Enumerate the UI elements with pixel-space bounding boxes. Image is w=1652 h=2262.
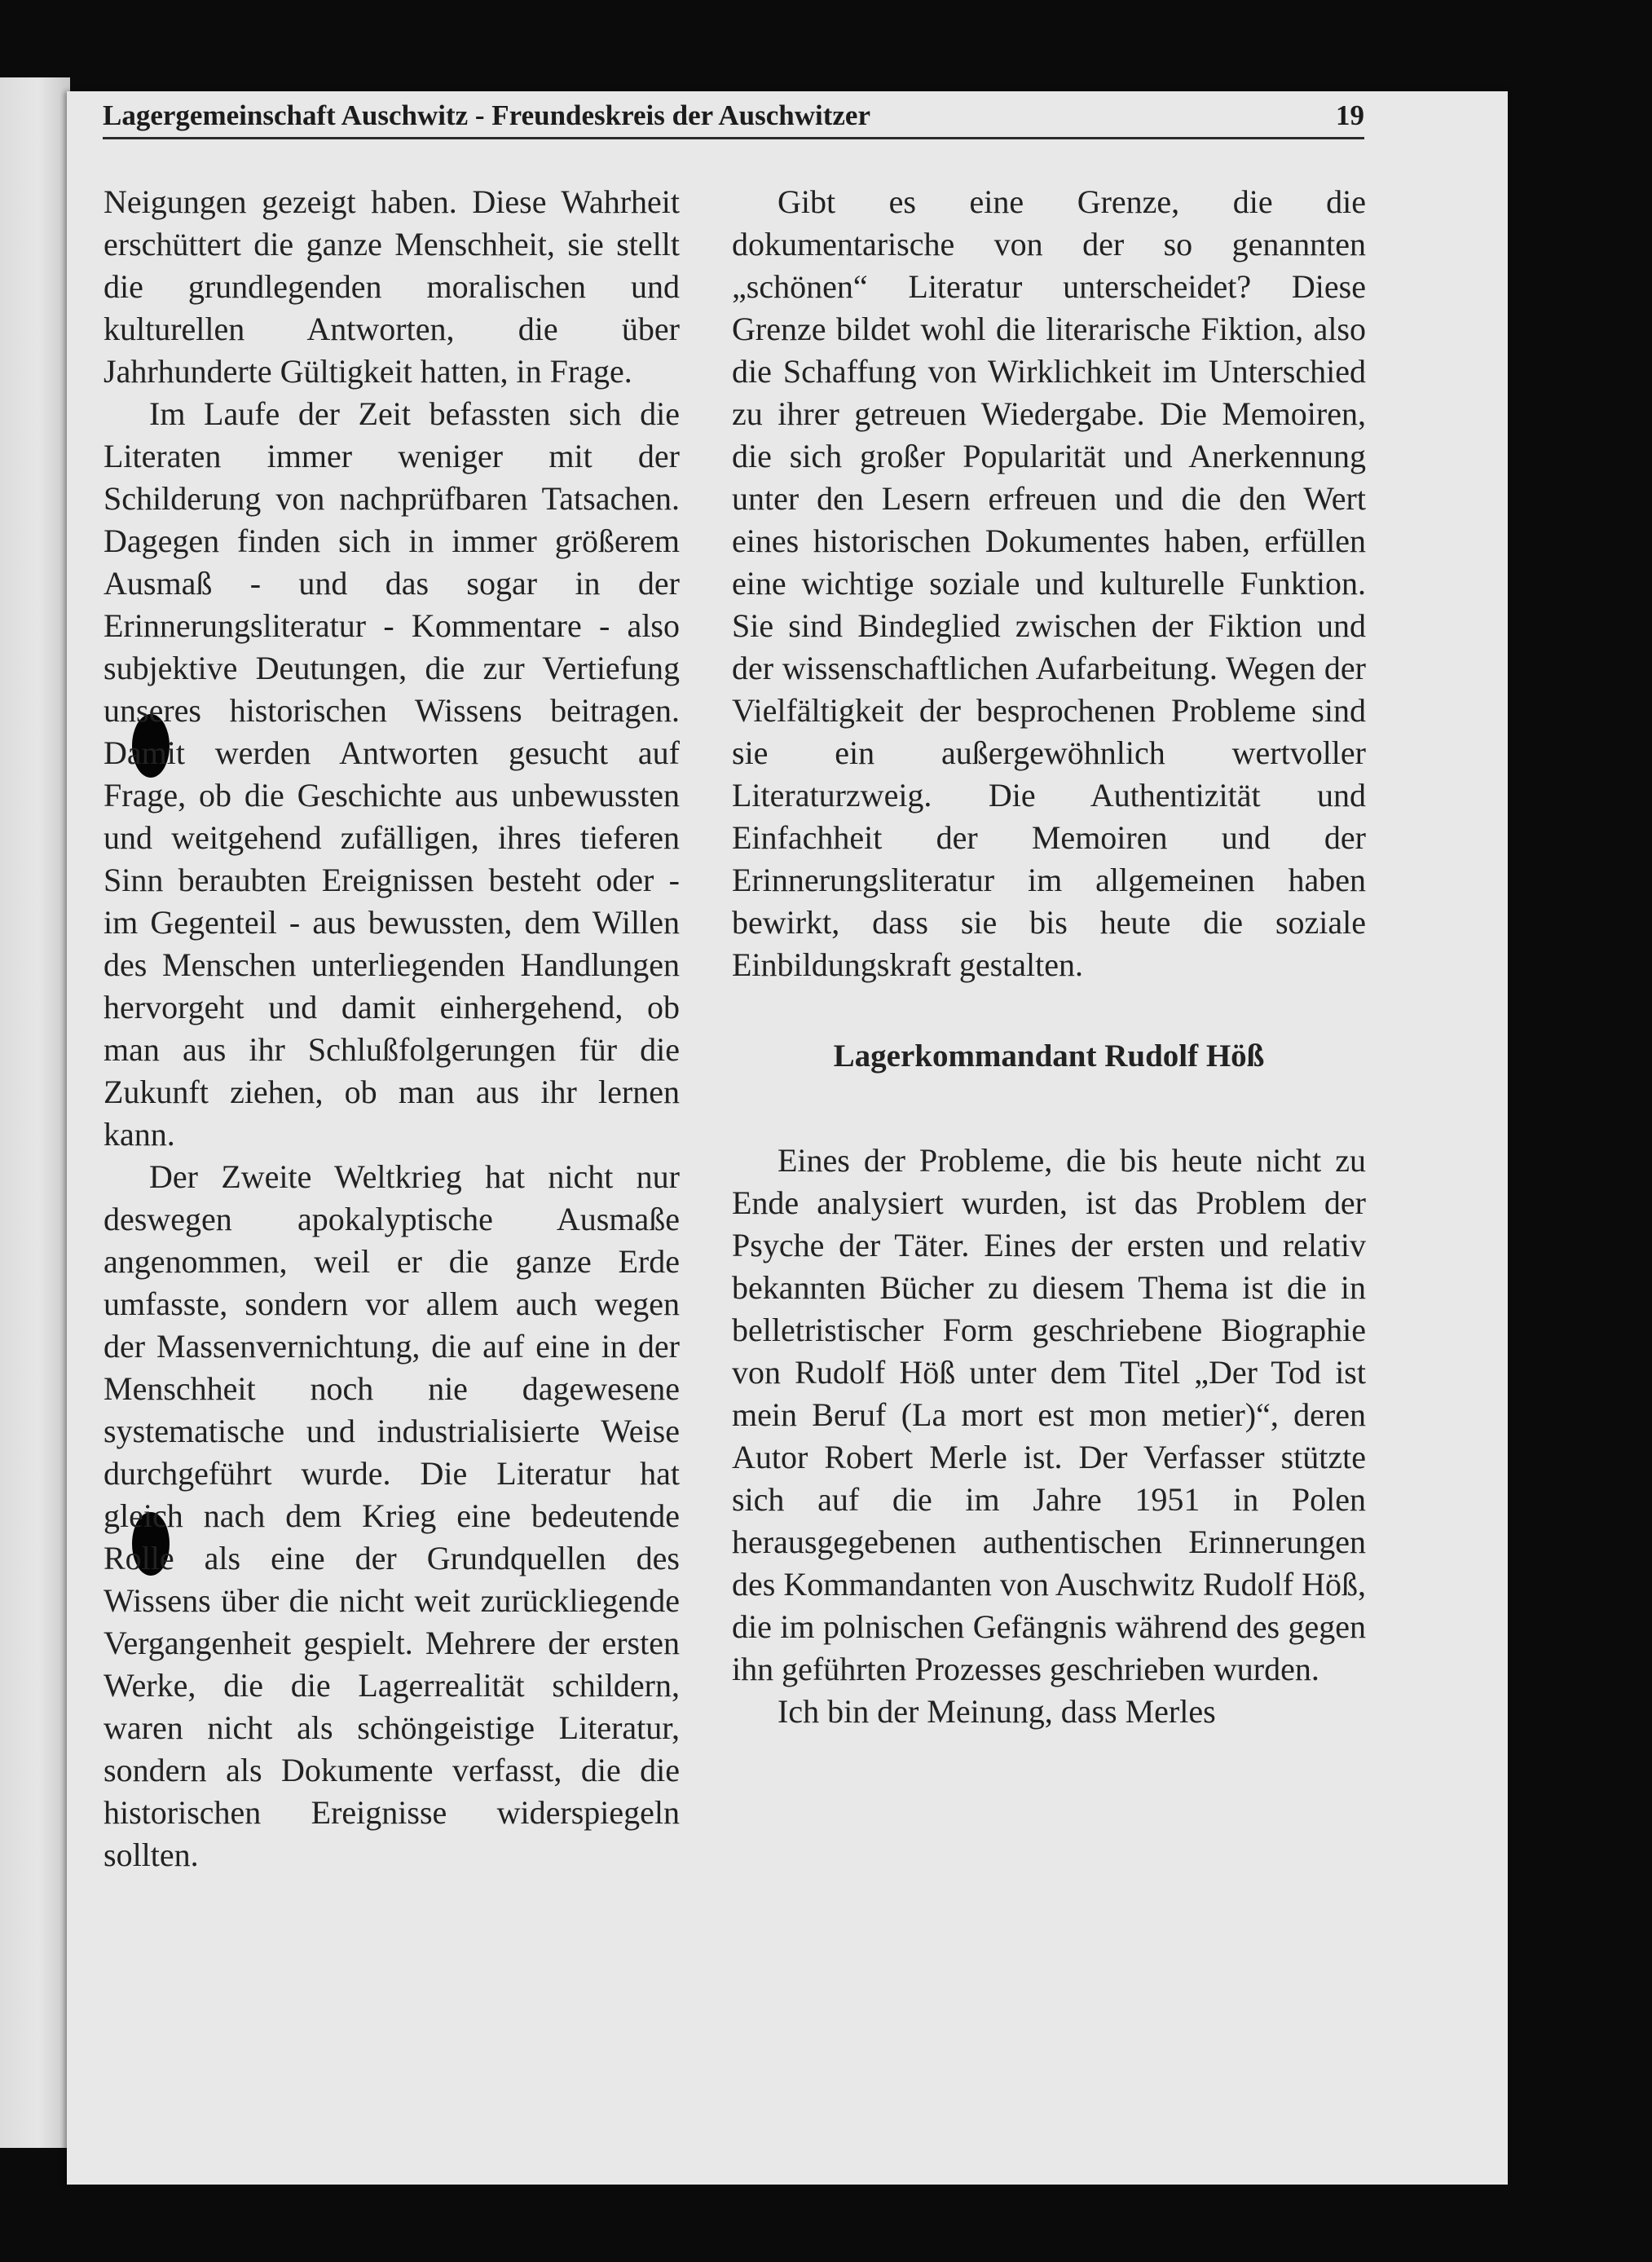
paragraph: Eines der Probleme, die bis heute nicht zu Ende analysiert wurden, ist das Problem der Psyche der Täter. Eines der ersten und relativ bekannten Bücher zu diesem Thema ist die in belletristischer Form geschriebene Biographie von Rudolf Höß unter dem Titel „Der Tod ist mein Beruf (La mort est mon metier)“, deren Autor Robert Merle ist. Der Verfasser stützte sich auf die im Jahre 1951 in Polen herausgegebenen authentischen Erinnerungen des Kommandanten von Auschwitz Rudolf Höß, die im polnischen Gefängnis während des gegen ihn geführten Prozesses geschrieben wurden. [732, 1142, 1366, 1687]
paragraph: Neigungen gezeigt haben. Diese Wahrheit erschüttert die ganze Menschheit, sie stellt die grundlegenden moralischen und kulturellen Antworten, die über Jahrhunderte Gültigkeit hatten, in Frage. [104, 183, 680, 390]
header-title: Lagergemeinschaft Auschwitz - Freundeskreis der Auschwitzer [103, 99, 870, 131]
left-column [104, 181, 680, 1876]
paragraph: Der Zweite Weltkrieg hat nicht nur deswegen apokalyptische Ausmaße angenommen, weil er die ganze Erde umfasste, sondern vor allem auch wegen der Massenvernichtung, die auf eine in der Menschheit noch nie dagewesene systematische und industrialisierte Weise durchgeführt wurde. Die Literatur hat gleich nach dem Krieg eine bedeutende Rolle als eine der Grundquellen des Wissens über die nicht weit zurückliegende Vergangenheit gespielt. Mehrere der ersten Werke, die die Lagerrealität schildern, waren nicht als schöngeistige Literatur, sondern als Dokumente verfasst, die die historischen Ereignisse widerspiegeln sollten. [104, 1158, 680, 1873]
section-heading: Lagerkommandant Rudolf Höß [833, 1038, 1265, 1074]
running-header [103, 99, 1364, 139]
page-number: 19 [1336, 99, 1364, 131]
previous-page-edge [0, 77, 70, 2148]
paragraph: Ich bin der Meinung, dass Merles [778, 1693, 1216, 1730]
paragraph: Gibt es eine Grenze, die die dokumentarische von der so genannten „schönen“ Literatur unterscheidet? Diese Grenze bildet wohl die literarische Fiktion, also die Schaffung von Wirklichkeit im Unterschied zu ihrer getreuen Wiedergabe. Die Memoiren, die sich großer Popularität und Anerkennung unter den Lesern erfreuen und die den Wert eines historischen Dokumentes haben, erfüllen eine wichtige soziale und kulturelle Funktion. Sie sind Bindeglied zwischen der Fiktion und der wissenschaftlichen Aufarbeitung. Wegen der Vielfältigkeit der besprochenen Probleme sind sie ein außergewöhnlich wertvoller Literaturzweig. Die Authentizität und Einfachheit der Memoiren und der Erinnerungsliteratur im allgemeinen haben bewirkt, dass sie bis heute die soziale Einbildungskraft gestalten. [732, 183, 1366, 983]
right-column [732, 181, 1366, 1733]
paragraph: Im Laufe der Zeit befassten sich die Literaten immer weniger mit der Schilderung von nachprüfbaren Tatsachen. Dagegen finden sich in immer größerem Ausmaß - und das sogar in der Erinnerungsliteratur - Kommentare - also subjektive Deutungen, die zur Vertiefung unseres historischen Wissens beitragen. Damit werden Antworten gesucht auf Frage, ob die Geschichte aus unbewussten und weitgehend zufälligen, ihres tieferen Sinn beraubten Ereignissen besteht oder - im Gegenteil - aus bewussten, dem Willen des Menschen unterliegenden Handlungen hervorgeht und damit einhergehend, ob man aus ihr Schlußfolgerungen für die Zukunft ziehen, ob man aus ihr lernen kann. [104, 395, 680, 1153]
